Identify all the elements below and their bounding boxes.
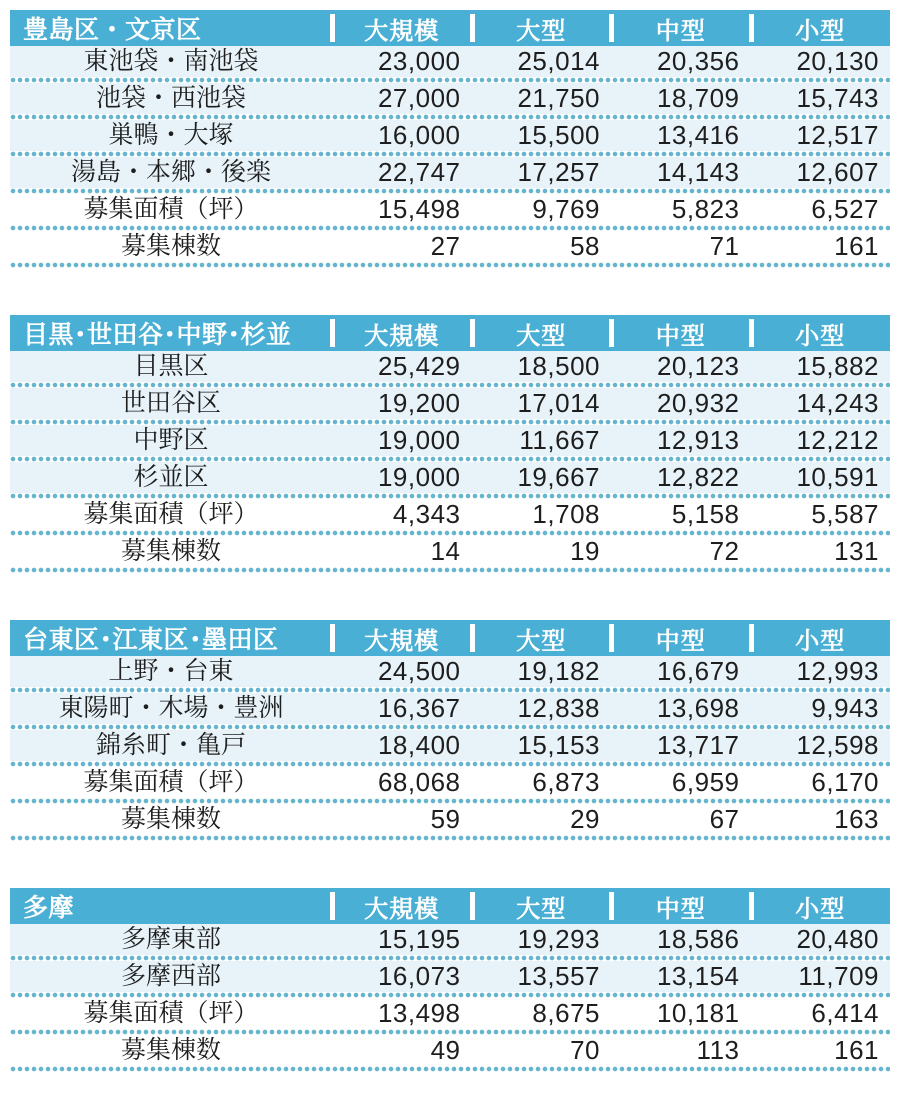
cell-value: 13,498 xyxy=(377,998,461,1028)
column-header xyxy=(472,888,612,924)
table-row xyxy=(10,767,890,798)
column-header-label: 小型 xyxy=(795,627,846,655)
cell-value: 16,367 xyxy=(377,693,461,723)
table-body xyxy=(10,656,890,841)
cell-value: 8,675 xyxy=(532,998,600,1028)
cell-value: 13,416 xyxy=(656,120,740,150)
cell-value: 9,769 xyxy=(532,194,600,224)
column-header xyxy=(472,10,612,46)
column-divider-bar xyxy=(330,624,335,652)
table-row xyxy=(10,351,890,382)
row-label: 募集面積（坪） xyxy=(83,500,259,528)
area-table xyxy=(10,888,890,1072)
row-label: 目黒区 xyxy=(133,352,209,380)
cell-value: 12,838 xyxy=(517,693,600,723)
table-body xyxy=(10,351,890,573)
dotted-separator xyxy=(10,1066,890,1072)
table-row xyxy=(10,693,890,724)
column-header-label: 小型 xyxy=(795,895,846,923)
cell-value: 15,153 xyxy=(517,730,600,760)
table-row xyxy=(10,194,890,225)
column-header xyxy=(332,888,472,924)
column-divider-bar xyxy=(609,892,614,920)
column-header-label: 大規模 xyxy=(364,627,440,655)
cell-value: 70 xyxy=(570,1035,600,1065)
cell-value: 19,000 xyxy=(377,425,461,455)
cell-value: 18,500 xyxy=(517,351,600,381)
column-header-label: 大規模 xyxy=(364,17,440,45)
column-divider-bar xyxy=(749,319,754,347)
table-header-row xyxy=(10,10,890,46)
cell-value: 14,243 xyxy=(796,388,879,418)
column-header xyxy=(332,315,472,351)
cell-value: 13,154 xyxy=(656,961,740,991)
column-header xyxy=(611,315,751,351)
table-title: 多摩 xyxy=(23,894,75,922)
column-divider-bar xyxy=(749,624,754,652)
cell-value: 59 xyxy=(430,804,461,834)
cell-value: 1,708 xyxy=(532,499,600,529)
column-header-label: 中型 xyxy=(655,895,706,923)
cell-value: 29 xyxy=(570,804,600,834)
table-row xyxy=(10,425,890,456)
cell-value: 20,480 xyxy=(796,924,879,954)
cell-value: 131 xyxy=(834,536,879,566)
cell-value: 25,429 xyxy=(377,351,461,381)
table-row xyxy=(10,924,890,955)
cell-value: 19,293 xyxy=(517,924,600,954)
cell-value: 20,123 xyxy=(656,351,740,381)
cell-value: 5,823 xyxy=(671,194,740,224)
cell-value: 12,993 xyxy=(796,656,879,686)
table-row xyxy=(10,388,890,419)
cell-value: 20,932 xyxy=(656,388,740,418)
column-header xyxy=(751,620,891,656)
cell-value: 14 xyxy=(430,536,461,566)
cell-value: 12,212 xyxy=(796,425,879,455)
cell-value: 71 xyxy=(709,231,740,261)
dotted-separator xyxy=(10,262,890,268)
column-divider-bar xyxy=(330,892,335,920)
table-row xyxy=(10,499,890,530)
cell-value: 18,400 xyxy=(377,730,461,760)
column-header xyxy=(472,620,612,656)
row-label: 中野区 xyxy=(133,426,209,454)
row-label: 杉並区 xyxy=(133,463,209,491)
cell-value: 14,143 xyxy=(656,157,740,187)
cell-value: 5,158 xyxy=(671,499,740,529)
column-header-label: 小型 xyxy=(795,17,846,45)
table-row xyxy=(10,656,890,687)
row-label: 募集面積（坪） xyxy=(83,768,259,796)
cell-value: 12,607 xyxy=(796,157,879,187)
table-body xyxy=(10,924,890,1072)
cell-value: 12,822 xyxy=(656,462,740,492)
cell-value: 16,000 xyxy=(377,120,461,150)
table-row xyxy=(10,804,890,835)
column-header-label: 大型 xyxy=(516,322,567,350)
cell-value: 16,073 xyxy=(377,961,461,991)
cell-value: 15,743 xyxy=(796,83,879,113)
cell-value: 25,014 xyxy=(517,46,600,76)
table-title: 台東区･江東区･墨田区 xyxy=(23,626,279,654)
row-label: 上野・台東 xyxy=(108,657,234,685)
cell-value: 12,598 xyxy=(796,730,879,760)
column-divider-bar xyxy=(749,892,754,920)
column-header xyxy=(611,620,751,656)
column-divider-bar xyxy=(470,14,475,42)
dotted-separator xyxy=(10,567,890,573)
column-header-label: 中型 xyxy=(655,627,706,655)
column-divider-bar xyxy=(609,624,614,652)
table-row xyxy=(10,83,890,114)
column-header xyxy=(611,888,751,924)
cell-value: 13,717 xyxy=(656,730,740,760)
row-label: 巣鴨・大塚 xyxy=(108,121,234,149)
column-divider-bar xyxy=(470,624,475,652)
cell-value: 27 xyxy=(430,231,461,261)
cell-value: 15,498 xyxy=(377,194,461,224)
cell-value: 11,709 xyxy=(798,961,879,991)
cell-value: 67 xyxy=(709,804,740,834)
cell-value: 16,679 xyxy=(656,656,740,686)
column-divider-bar xyxy=(330,319,335,347)
cell-value: 68,068 xyxy=(377,767,461,797)
cell-value: 23,000 xyxy=(377,46,461,76)
cell-value: 15,195 xyxy=(377,924,461,954)
cell-value: 6,873 xyxy=(532,767,600,797)
row-label: 募集棟数 xyxy=(120,805,221,833)
cell-value: 21,750 xyxy=(517,83,600,113)
row-label: 募集棟数 xyxy=(120,1036,221,1064)
table-row xyxy=(10,157,890,188)
table-row xyxy=(10,536,890,567)
cell-value: 19 xyxy=(570,536,600,566)
column-header-label: 大規模 xyxy=(364,322,440,350)
row-label: 募集面積（坪） xyxy=(83,195,259,223)
cell-value: 13,698 xyxy=(656,693,740,723)
table-row xyxy=(10,998,890,1029)
cell-value: 163 xyxy=(834,804,879,834)
cell-value: 15,882 xyxy=(796,351,879,381)
column-header-label: 大型 xyxy=(516,17,567,45)
cell-value: 13,557 xyxy=(517,961,600,991)
column-header xyxy=(332,10,472,46)
cell-value: 58 xyxy=(570,231,600,261)
cell-value: 10,591 xyxy=(796,462,879,492)
table-row xyxy=(10,120,890,151)
table-body xyxy=(10,46,890,268)
table-header-row xyxy=(10,620,890,656)
table-row xyxy=(10,231,890,262)
column-header xyxy=(751,888,891,924)
cell-value: 6,527 xyxy=(811,194,879,224)
column-divider-bar xyxy=(749,14,754,42)
row-label: 池袋・西池袋 xyxy=(95,84,246,112)
column-divider-bar xyxy=(470,892,475,920)
column-divider-bar xyxy=(609,319,614,347)
cell-value: 12,517 xyxy=(796,120,879,150)
column-header-label: 大型 xyxy=(516,627,567,655)
cell-value: 161 xyxy=(834,231,879,261)
table-header-row xyxy=(10,888,890,924)
column-header-label: 中型 xyxy=(655,322,706,350)
row-label: 湯島・本郷・後楽 xyxy=(70,158,271,186)
column-divider-bar xyxy=(330,14,335,42)
cell-value: 19,000 xyxy=(377,462,461,492)
area-table xyxy=(10,10,890,268)
table-row xyxy=(10,1035,890,1066)
table-row xyxy=(10,730,890,761)
row-label: 多摩東部 xyxy=(120,925,221,953)
column-header-label: 小型 xyxy=(795,322,846,350)
column-header xyxy=(611,10,751,46)
column-divider-bar xyxy=(609,14,614,42)
row-label: 募集棟数 xyxy=(120,537,221,565)
cell-value: 6,414 xyxy=(811,998,879,1028)
cell-value: 5,587 xyxy=(811,499,879,529)
table-header-row xyxy=(10,315,890,351)
area-table xyxy=(10,620,890,841)
cell-value: 10,181 xyxy=(656,998,740,1028)
column-header xyxy=(472,315,612,351)
table-row xyxy=(10,46,890,77)
cell-value: 27,000 xyxy=(377,83,461,113)
cell-value: 6,959 xyxy=(671,767,740,797)
cell-value: 24,500 xyxy=(377,656,461,686)
cell-value: 17,014 xyxy=(517,388,600,418)
row-label: 東陽町・木場・豊洲 xyxy=(58,694,284,722)
cell-value: 4,343 xyxy=(392,499,461,529)
cell-value: 49 xyxy=(430,1035,461,1065)
row-label: 多摩西部 xyxy=(120,962,221,990)
cell-value: 19,182 xyxy=(517,656,600,686)
table-row xyxy=(10,961,890,992)
cell-value: 19,200 xyxy=(377,388,461,418)
cell-value: 12,913 xyxy=(656,425,740,455)
column-header xyxy=(332,620,472,656)
table-title: 目黒･世田谷･中野･杉並 xyxy=(23,321,292,349)
column-header-label: 大規模 xyxy=(364,895,440,923)
column-header-label: 中型 xyxy=(655,17,706,45)
cell-value: 18,709 xyxy=(656,83,740,113)
row-label: 世田谷区 xyxy=(120,389,221,417)
cell-value: 20,130 xyxy=(796,46,879,76)
cell-value: 6,170 xyxy=(811,767,879,797)
area-table xyxy=(10,315,890,573)
cell-value: 72 xyxy=(709,536,740,566)
column-header xyxy=(751,315,891,351)
column-header-label: 大型 xyxy=(516,895,567,923)
column-divider-bar xyxy=(470,319,475,347)
cell-value: 15,500 xyxy=(517,120,600,150)
cell-value: 17,257 xyxy=(517,157,600,187)
cell-value: 20,356 xyxy=(656,46,740,76)
cell-value: 18,586 xyxy=(656,924,740,954)
row-label: 東池袋・南池袋 xyxy=(83,47,259,75)
row-label: 募集面積（坪） xyxy=(83,999,259,1027)
row-label: 錦糸町・亀戸 xyxy=(95,731,246,759)
row-label: 募集棟数 xyxy=(120,232,221,260)
cell-value: 113 xyxy=(696,1035,740,1065)
dotted-separator xyxy=(10,835,890,841)
cell-value: 22,747 xyxy=(377,157,461,187)
cell-value: 9,943 xyxy=(811,693,879,723)
cell-value: 161 xyxy=(834,1035,879,1065)
cell-value: 11,667 xyxy=(519,425,600,455)
column-header xyxy=(751,10,891,46)
table-row xyxy=(10,462,890,493)
table-title: 豊島区・文京区 xyxy=(23,16,202,44)
cell-value: 19,667 xyxy=(517,462,600,492)
